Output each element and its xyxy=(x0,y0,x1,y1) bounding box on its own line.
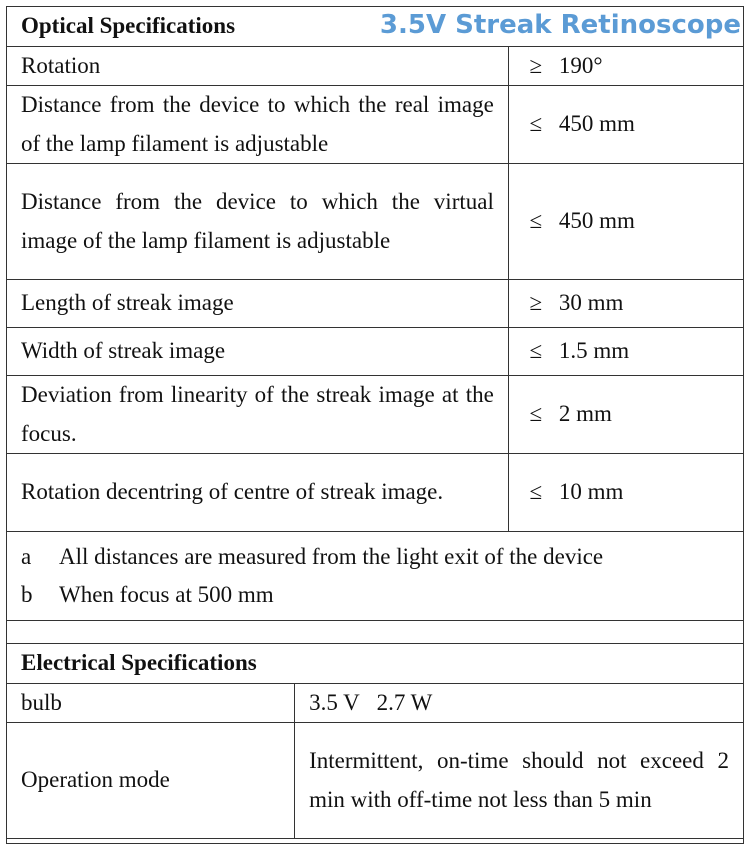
bottom-strip-cell xyxy=(7,839,744,844)
row-value-cell xyxy=(508,376,743,454)
spacer-row xyxy=(7,621,744,644)
comparison-symbol: ≤ xyxy=(529,111,543,137)
row-label: bulb xyxy=(7,683,295,723)
footnote xyxy=(21,538,729,576)
row-label: Distance from the device to which the real image of the lamp filament is adjustable xyxy=(7,86,509,164)
row-value-cell xyxy=(508,164,743,280)
comparison-symbol: ≤ xyxy=(529,479,543,505)
row-value-cell xyxy=(508,454,743,532)
electrical-header-cell xyxy=(7,644,744,683)
table-row xyxy=(7,164,744,280)
row-label: Rotation xyxy=(7,46,509,86)
footnote-text: When focus at 500 mm xyxy=(59,582,274,607)
spacer-cell xyxy=(7,621,744,644)
row-value: 10 mm xyxy=(558,479,624,505)
footnote-text: All distances are measured from the light exit of the device xyxy=(59,544,604,569)
comparison-symbol: ≤ xyxy=(529,208,543,234)
table-row xyxy=(7,280,744,328)
row-value: 2 mm xyxy=(558,401,612,427)
comparison-symbol: ≤ xyxy=(529,401,543,427)
spec-sheet xyxy=(6,6,744,844)
product-title-overlay: 3.5V Streak Retinoscope xyxy=(379,10,741,40)
comparison-symbol: ≤ xyxy=(529,338,543,364)
footnote xyxy=(21,576,729,614)
table-row xyxy=(7,376,744,454)
row-value-cell xyxy=(508,280,743,328)
row-value: Intermittent, on-time should not exceed 2 min with off-time not less than 5 min xyxy=(295,723,744,839)
table-row xyxy=(7,454,744,532)
row-label: Rotation decentring of centre of streak image. xyxy=(7,454,509,532)
row-value: 1.5 mm xyxy=(558,338,630,364)
table-row xyxy=(7,46,744,86)
electrical-spec-table xyxy=(6,644,744,844)
row-label: Operation mode xyxy=(7,723,295,839)
bottom-strip xyxy=(7,839,744,844)
row-value-cell xyxy=(508,328,743,376)
footnotes-row xyxy=(7,532,744,621)
row-value: 450 mm xyxy=(558,111,635,137)
row-value-cell xyxy=(508,86,743,164)
table-row xyxy=(7,683,744,723)
comparison-symbol: ≥ xyxy=(529,52,543,78)
footnote-letter: b xyxy=(21,582,33,607)
row-value: 190° xyxy=(558,52,603,78)
electrical-header: Electrical Specifications xyxy=(21,650,257,675)
row-value: 450 mm xyxy=(558,208,635,234)
row-label: Deviation from linearity of the streak image at the focus. xyxy=(7,376,509,454)
optical-spec-table xyxy=(6,6,744,644)
footnotes xyxy=(7,532,744,621)
comparison-symbol: ≥ xyxy=(529,290,543,316)
row-value: 3.5 V 2.7 W xyxy=(295,683,744,723)
optical-header-cell xyxy=(7,7,744,47)
table-row xyxy=(7,723,744,839)
optical-header: Optical Specifications xyxy=(21,13,236,38)
row-value-cell xyxy=(508,46,743,86)
row-label: Distance from the device to which the virtual image of the lamp filament is adjustable xyxy=(7,164,509,280)
row-value: 30 mm xyxy=(558,290,624,316)
table-row xyxy=(7,86,744,164)
row-label: Length of streak image xyxy=(7,280,509,328)
footnote-letter: a xyxy=(21,544,32,569)
table-row xyxy=(7,328,744,376)
row-label: Width of streak image xyxy=(7,328,509,376)
